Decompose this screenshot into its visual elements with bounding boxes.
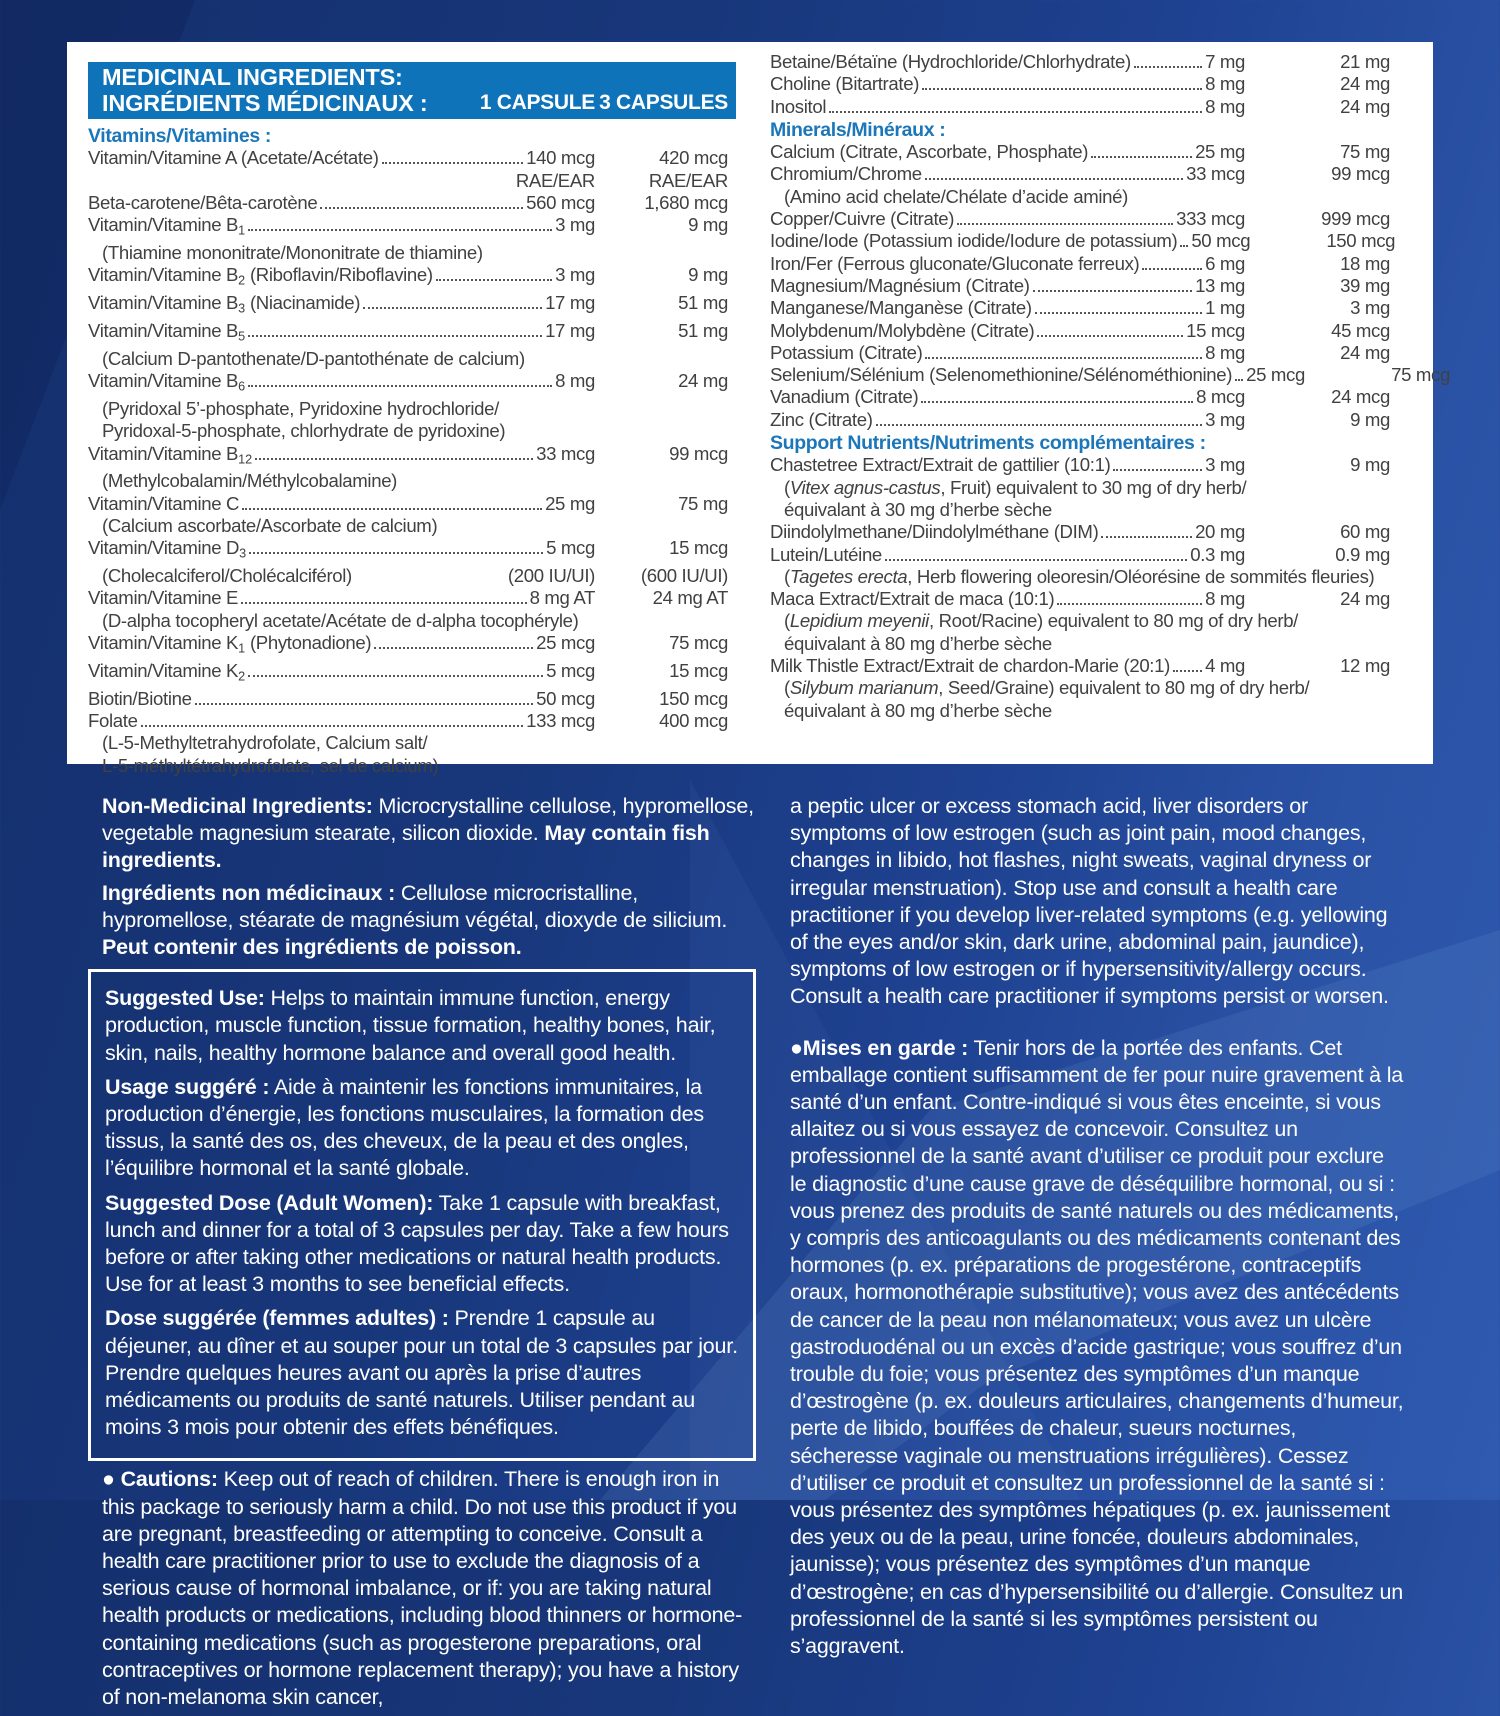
ingredient-source-line: (Amino acid chelate/Chélate d’acide aminé): [784, 185, 1128, 207]
ingredient-name: Iron/Fer (Ferrous gluconate/Gluconate ferreux): [770, 252, 1140, 274]
suggested-use-fr: Usage suggéré : Aide à maintenir les fonctions immunitaires, la production d’énergie, les fonctions musculaires, la formation des tissus, la santé des os, des cheveux, de la peau et des ongles, l’équilibre hormonal et la santé globale.: [105, 1074, 704, 1181]
dot-leader: [1091, 156, 1192, 158]
ingredient-source-line: L-5-méthyltétrahydrofolate, sel de calcium): [102, 754, 439, 776]
amount-3-capsules: 75 mcg: [1391, 364, 1450, 386]
ingredient-name: Manganese/Manganèse (Citrate): [770, 297, 1032, 319]
amount-3-capsules: 420 mcg: [659, 147, 728, 169]
amount-1-capsule: 1 mg: [1205, 297, 1245, 319]
amount-1-capsule: 8 mg: [1205, 73, 1245, 95]
amount-3-capsules: 15 mcg: [669, 537, 728, 559]
non-medicinal-ingredients-fr: Ingrédients non médicinaux : Cellulose microcristalline, hypromellose, stéarate de magnésium végétal, dioxyde de silicium. Peut contenir des ingrédients de poisson.: [102, 880, 728, 960]
dot-leader: [1173, 670, 1202, 672]
amount-3-capsules: 24 mg AT: [652, 587, 728, 609]
ingredient-name: Vitamin/Vitamine E: [88, 587, 239, 609]
dot-leader: [1180, 245, 1188, 247]
section-heading: Minerals/Minéraux :: [770, 118, 946, 141]
ingredient-name: Zinc (Citrate): [770, 408, 873, 430]
ingredient-row: [770, 141, 1392, 163]
dot-leader: [1134, 66, 1202, 68]
column-header-3-capsules: 3 CAPSULES: [599, 90, 728, 114]
dot-leader: [1057, 603, 1202, 605]
ingredient-name: Inositol: [770, 95, 827, 117]
amount-1-capsule: 17 mg: [545, 319, 595, 341]
amount-3-capsules: 24 mg: [1340, 95, 1390, 117]
amount-1-capsule: 8 mcg: [1196, 386, 1245, 408]
amount-3-capsules: 24 mcg: [1331, 386, 1390, 408]
amount-3-capsules: RAE/EAR: [648, 169, 728, 191]
amount-1-capsule: 13 mg: [1195, 274, 1245, 296]
amount-3-capsules: 99 mcg: [669, 442, 728, 464]
amount-1-capsule: 8 mg AT: [529, 587, 595, 609]
ingredient-row: [88, 688, 736, 710]
dot-leader: [1235, 379, 1243, 381]
amount-1-capsule: (200 IU/UI): [507, 565, 595, 587]
amount-3-capsules: 24 mg: [1340, 73, 1390, 95]
ingredient-source-line: (Pyridoxal 5’-phosphate, Pyridoxine hydrochloride/: [102, 397, 499, 419]
amount-3-capsules: 24 mg: [678, 370, 728, 392]
ingredient-row: [770, 230, 1396, 252]
amount-1-capsule: 25 mg: [1195, 141, 1245, 163]
amount-3-capsules: 21 mg: [1340, 51, 1390, 72]
amount-3-capsules: 1,680 mcg: [644, 191, 728, 213]
ingredient-name: Milk Thistle Extract/Extrait de chardon-Marie (20:1): [770, 655, 1170, 677]
amount-3-capsules: 39 mg: [1340, 274, 1390, 296]
dot-leader: [249, 552, 543, 554]
amount-1-capsule: 25 mg: [545, 492, 595, 514]
bottom-left-text: [88, 788, 756, 1716]
dot-leader: [382, 162, 524, 164]
cautions-fr: ●Mises en garde : Tenir hors de la portée des enfants. Cet emballage contient suffisamment de fer pour nuire gravement à la santé d’un enfant. Contre-indiqué si vous êtes enceinte, si vous allaitez ou si vous essayez de concevoir. Consultez un professionnel de la santé avant d’utiliser ce produit pour exclure le diagnostic d’une cause grave de déséquilibre hormonal, ou si : vous prenez des produits de santé naturels ou des médicaments, y compris des anticoagulants ou des médicaments contenant des hormones (p. ex. préparations de progestérone, contraceptifs oraux, hormonothérapie substitutive); vous avez des antécédents de cancer de la peau non mélanomateux; vous avez un ulcère gastroduodénal ou un excès d’acide gastrique; vous souffrez d’un trouble du foie; vous présentez des symptômes d’un manque d’œstrogène (p. ex. douleurs articulaires, changements d’humeur, perte de libido, bouffées de chaleur, sueurs nocturnes, sécheresse vaginale ou menstruations irrégulières). Cessez d’utiliser ce produit et consultez un professionnel de la santé si : vous présentez des symptômes hépatiques (p. ex. jaunissement des yeux ou de la peau, urine foncée, douleurs abdominales, jaunisse); vous présentez des symptômes d’un manque d’œstrogène; en cas d’hypersensibilité ou d’allergie. Consultez un professionnel de la santé si les symptômes persistent ou s’aggravent.: [790, 1035, 1404, 1659]
ingredient-name: Vitamin/Vitamine $B_3$ (Niacinamide): [88, 292, 361, 316]
ingredient-row: [88, 632, 736, 660]
ingredient-name: Vitamin/Vitamine C: [88, 492, 240, 514]
amount-3-capsules: 60 mg: [1340, 521, 1390, 543]
dot-leader: [1142, 268, 1202, 270]
amount-3-capsules: 150 mcg: [1326, 230, 1396, 252]
ingredient-name: Selenium/Sélénium (Selenomethionine/Sélénométhionine): [770, 364, 1233, 386]
amount-1-capsule: 560 mcg: [526, 191, 595, 213]
ingredient-name: Maca Extract/Extrait de maca (10:1): [770, 588, 1055, 610]
amount-3-capsules: 9 mg: [1350, 408, 1390, 430]
amount-3-capsules: 75 mg: [678, 492, 728, 514]
dot-leader: [241, 602, 526, 604]
ingredient-name: Betaine/Bétaïne (Hydrochloride/Chlorhydrate): [770, 51, 1131, 72]
amount-3-capsules: 51 mg: [678, 319, 728, 341]
ingredient-name: Vitamin/Vitamine $B_5$: [88, 319, 246, 344]
dot-leader: [876, 424, 1203, 426]
amount-1-capsule: RAE/EAR: [515, 169, 595, 191]
table-title-en: MEDICINAL INGREDIENTS:: [102, 64, 403, 90]
dot-leader: [957, 223, 1173, 225]
ingredient-name: Vitamin/Vitamine $K_2$: [88, 659, 246, 684]
ingredient-row: [88, 320, 736, 348]
amount-3-capsules: 0.9 mg: [1335, 543, 1390, 565]
ingredient-row: [770, 51, 1392, 73]
cautions-en-continued: a peptic ulcer or excess stomach acid, liver disorders or symptoms of low estrogen (such as joint pain, mood changes, changes in libido, hot flashes, night sweats, vaginal dryness or irregular menstruation). Stop use and consult a health care practitioner if you develop liver-related symptoms (e.g. yellowing of the eyes and/or skin, dark urine, abdominal pain, jaundice), symptoms of low estrogen or if hypersensitivity/allergy occurs. Consult a health care practitioner if symptoms persist or worsen.: [790, 794, 1389, 1009]
amount-1-capsule: 50 mcg: [1191, 230, 1251, 252]
ingredient-name: Vitamin/Vitamine $B_2$ (Riboflavin/Riboflavine): [88, 264, 433, 288]
amount-1-capsule: 50 mcg: [536, 687, 595, 709]
ingredient-row: [770, 320, 1392, 342]
ingredient-name: Molybdenum/Molybdène (Citrate): [770, 319, 1035, 341]
bottom-right-text: [790, 788, 1404, 1665]
dot-leader: [885, 559, 1187, 561]
ingredient-row: [88, 214, 736, 242]
amount-1-capsule: 140 mcg: [526, 147, 595, 169]
ingredient-row: [88, 443, 736, 471]
amount-3-capsules: 75 mcg: [669, 631, 728, 653]
ingredient-name: Vitamin/Vitamine $K_1$ (Phytonadione): [88, 631, 372, 656]
ingredient-row: [88, 493, 736, 515]
ingredient-name: Potassium (Citrate): [770, 341, 923, 363]
ingredient-source-line: (Silybum marianum, Seed/Graine) equivalent to 80 mg of dry herb/: [784, 677, 1310, 699]
ingredient-row: [88, 660, 736, 688]
amount-3-capsules: 15 mcg: [669, 659, 728, 681]
ingredient-source-line: (Calcium ascorbate/Ascorbate de calcium): [102, 514, 438, 536]
suggested-use-box: [88, 969, 756, 1461]
ingredient-name: Vanadium (Citrate): [770, 386, 919, 408]
ingredient-name: Lutein/Lutéine: [770, 543, 882, 565]
ingredient-source-line: équivalant à 30 mg d’herbe sèche: [784, 498, 1052, 520]
column-header-1-capsule: 1 CAPSULE: [479, 90, 595, 114]
ingredient-name: Copper/Cuivre (Citrate): [770, 208, 955, 230]
ingredient-subrow: [88, 565, 736, 587]
ingredient-row: [88, 537, 736, 565]
amount-3-capsules: 99 mcg: [1331, 163, 1390, 185]
ingredient-row: [770, 454, 1392, 476]
amount-1-capsule: 33 mcg: [1186, 163, 1245, 185]
ingredient-row: [770, 96, 1392, 118]
dot-leader: [248, 385, 552, 387]
ingredient-source-line: (Vitex agnus-castus, Fruit) equivalent to 30 mg of dry herb/: [784, 476, 1247, 498]
ingredient-name: Vitamin/Vitamine $D_3$: [88, 537, 247, 561]
amount-3-capsules: 3 mg: [1350, 297, 1390, 319]
suggested-dose-en: Suggested Dose (Adult Women): Take 1 capsule with breakfast, lunch and dinner for a total of 3 capsules per day. Take a few hours before or after taking other medications or natural health products. Use for at least 3 months to see beneficial effects.: [105, 1190, 729, 1297]
amount-3-capsules: 24 mg: [1340, 588, 1390, 610]
ingredient-row: [770, 409, 1392, 431]
amount-3-capsules: 75 mg: [1340, 141, 1390, 163]
dot-leader: [829, 111, 1202, 113]
ingredient-name: Chromium/Chrome: [770, 163, 922, 185]
amount-3-capsules: (600 IU/UI): [640, 565, 728, 587]
amount-1-capsule: 4 mg: [1205, 655, 1245, 677]
amount-1-capsule: 8 mg: [1205, 341, 1245, 363]
ingredient-source: (Cholecalciferol/Cholécalciférol): [102, 565, 352, 587]
dot-leader: [1113, 469, 1202, 471]
amount-3-capsules: 45 mcg: [1331, 319, 1390, 341]
table-title-fr: INGRÉDIENTS MÉDICINAUX :: [102, 89, 428, 116]
amount-1-capsule: 6 mg: [1205, 252, 1245, 274]
ingredient-source-line: (Calcium D-pantothenate/D-pantothénate de calcium): [102, 347, 525, 369]
dot-leader: [1037, 335, 1183, 337]
amount-1-capsule: 5 mcg: [546, 659, 595, 681]
amount-3-capsules: 24 mg: [1340, 341, 1390, 363]
ingredient-rows-left: [88, 125, 736, 777]
ingredient-row: [88, 147, 736, 169]
ingredient-name: Vitamin/Vitamine $B_{12}$: [88, 442, 253, 467]
ingredient-name: Calcium (Citrate, Ascorbate, Phosphate): [770, 141, 1089, 163]
ingredient-row: [770, 342, 1392, 364]
amount-1-capsule: 3 mg: [1205, 408, 1245, 430]
ingredient-name: Vitamin/Vitamine $B_1$: [88, 214, 246, 238]
dot-leader: [320, 207, 523, 209]
dot-leader: [248, 229, 552, 231]
dot-leader: [248, 335, 542, 337]
amount-1-capsule: 5 mcg: [546, 537, 595, 559]
dot-leader: [925, 357, 1202, 359]
ingredient-name: Chastetree Extract/Extrait de gattilier (10:1): [770, 454, 1111, 476]
dot-leader: [436, 279, 552, 281]
suggested-use-en: Suggested Use: Helps to maintain immune function, energy production, muscle function, tissue formation, healthy bones, hair, skin, nails, healthy hormone balance and overall good health.: [105, 986, 716, 1065]
ingredient-name: Magnesium/Magnésium (Citrate): [770, 274, 1030, 296]
amount-1-capsule: 17 mg: [545, 292, 595, 314]
ingredient-row: [770, 386, 1392, 408]
ingredient-subrow: [88, 170, 736, 192]
ingredient-row: [770, 163, 1392, 185]
ingredient-name: Biotin/Biotine: [88, 687, 192, 709]
amount-1-capsule: 15 mcg: [1186, 319, 1245, 341]
amount-3-capsules: 150 mcg: [659, 687, 728, 709]
amount-1-capsule: 8 mg: [555, 370, 595, 392]
dot-leader: [363, 307, 542, 309]
ingredient-row: [88, 710, 736, 732]
ingredient-source-line: (Lepidium meyenii, Root/Racine) equivalent to 80 mg of dry herb/: [784, 610, 1298, 632]
ingredient-source-line: (D-alpha tocopheryl acetate/Acétate de d-alpha tocophéryle): [102, 609, 579, 631]
ingredient-source-line: équivalant à 80 mg d’herbe sèche: [784, 632, 1052, 654]
ingredient-row: [88, 264, 736, 292]
amount-3-capsules: 9 mg: [688, 264, 728, 286]
ingredient-name: Beta-carotene/Bêta-carotène: [88, 191, 318, 213]
amount-1-capsule: 3 mg: [555, 264, 595, 286]
ingredient-row: [88, 587, 736, 609]
amount-3-capsules: 51 mg: [678, 292, 728, 314]
amount-1-capsule: 25 mcg: [1246, 364, 1305, 386]
dot-leader: [141, 725, 524, 727]
ingredient-name: Diindolylmethane/Diindolylméthane (DIM): [770, 521, 1099, 543]
dot-leader: [242, 508, 542, 510]
ingredient-row: [770, 73, 1392, 95]
table-header-bar: [88, 62, 736, 119]
amount-1-capsule: 33 mcg: [536, 442, 595, 464]
ingredient-rows-right: [770, 51, 1450, 722]
ingredient-source-line: équivalant à 80 mg d’herbe sèche: [784, 699, 1052, 721]
dot-leader: [1033, 290, 1193, 292]
amount-1-capsule: 20 mg: [1195, 521, 1245, 543]
amount-3-capsules: 400 mcg: [659, 709, 728, 731]
amount-1-capsule: 133 mcg: [526, 709, 595, 731]
ingredient-row: [770, 655, 1392, 677]
medicinal-ingredients-panel: [67, 42, 1450, 776]
amount-3-capsules: 9 mg: [688, 214, 728, 236]
ingredient-row: [770, 588, 1392, 610]
ingredient-name: Vitamin/Vitamine A (Acetate/Acétate): [88, 147, 379, 169]
ingredient-row: [770, 364, 1450, 386]
ingredient-name: Folate: [88, 709, 138, 731]
dot-leader: [921, 401, 1193, 403]
non-medicinal-ingredients-en: Non-Medicinal Ingredients: Microcrystalline cellulose, hypromellose, vegetable magnesium stearate, silicon dioxide. May contain fish ingredients.: [102, 794, 754, 873]
ingredient-row: [770, 297, 1392, 319]
section-heading: Support Nutrients/Nutriments complémentaires :: [770, 432, 1206, 455]
dot-leader: [922, 88, 1202, 90]
cautions-en: ● Cautions: Keep out of reach of children. There is enough iron in this package to seriously harm a child. Do not use this product if you are pregnant, breastfeeding or attempting to conceive. Consult a health care practitioner prior to use to exclude the diagnosis of a serious cause of hormonal imbalance, or if: you are taking natural health products or medications, including blood thinners or hormone-containing medications (such as progesterone preparations, oral contraceptives or hormone replacement therapy); you have a history of non-melanoma skin cancer,: [102, 1467, 743, 1710]
ingredient-row: [770, 253, 1392, 275]
ingredient-source-line: (L-5-Methyltetrahydrofolate, Calcium salt/: [102, 732, 428, 754]
dot-leader: [255, 458, 533, 460]
amount-1-capsule: 333 mcg: [1176, 208, 1245, 230]
ingredient-row: [770, 275, 1392, 297]
amount-3-capsules: 18 mg: [1340, 252, 1390, 274]
dot-leader: [925, 178, 1183, 180]
ingredient-source-line: Pyridoxal-5-phosphate, chlorhydrate de pyridoxine): [102, 420, 506, 442]
ingredient-source-line: (Thiamine mononitrate/Mononitrate de thiamine): [102, 242, 483, 264]
amount-3-capsules: 12 mg: [1340, 655, 1390, 677]
amount-1-capsule: 7 mg: [1205, 51, 1245, 72]
amount-1-capsule: 0.3 mg: [1190, 543, 1245, 565]
ingredient-row: [770, 544, 1392, 566]
ingredients-column-right: [770, 42, 1450, 722]
ingredient-row: [88, 370, 736, 398]
ingredient-name: Vitamin/Vitamine $B_6$: [88, 370, 246, 394]
ingredient-source-line: (Tagetes erecta, Herb flowering oleoresin/Oléorésine de sommités fleuries): [784, 565, 1375, 587]
ingredient-name: Choline (Bitartrate): [770, 73, 920, 95]
ingredient-name: Iodine/Iode (Potassium iodide/Iodure de potassium): [770, 230, 1178, 252]
amount-1-capsule: 25 mcg: [536, 631, 595, 653]
amount-1-capsule: 8 mg: [1205, 588, 1245, 610]
ingredient-row: [88, 192, 736, 214]
dot-leader: [374, 647, 533, 649]
amount-1-capsule: 8 mg: [1205, 95, 1245, 117]
amount-1-capsule: 3 mg: [555, 214, 595, 236]
suggested-dose-fr: Dose suggérée (femmes adultes) : Prendre 1 capsule au déjeuner, au dîner et au souper pour un total de 3 capsules par jour. Prendre quelques heures avant ou après la prise d’autres médicaments ou produits de santé naturels. Utiliser pendant au moins 3 mois pour obtenir des effets bénéfiques.: [105, 1306, 738, 1440]
section-heading: Vitamins/Vitamines :: [88, 125, 272, 147]
amount-3-capsules: 9 mg: [1350, 454, 1390, 476]
ingredient-row: [88, 292, 736, 320]
ingredient-row: [770, 208, 1392, 230]
amount-1-capsule: 3 mg: [1205, 454, 1245, 476]
dot-leader: [1035, 312, 1202, 314]
ingredients-column-left: [88, 42, 736, 777]
ingredient-row: [770, 521, 1392, 543]
dot-leader: [1101, 536, 1192, 538]
ingredient-source-line: (Methylcobalamin/Méthylcobalamine): [102, 470, 398, 492]
amount-3-capsules: 999 mcg: [1321, 208, 1390, 230]
dot-leader: [248, 675, 543, 677]
dot-leader: [195, 703, 533, 705]
